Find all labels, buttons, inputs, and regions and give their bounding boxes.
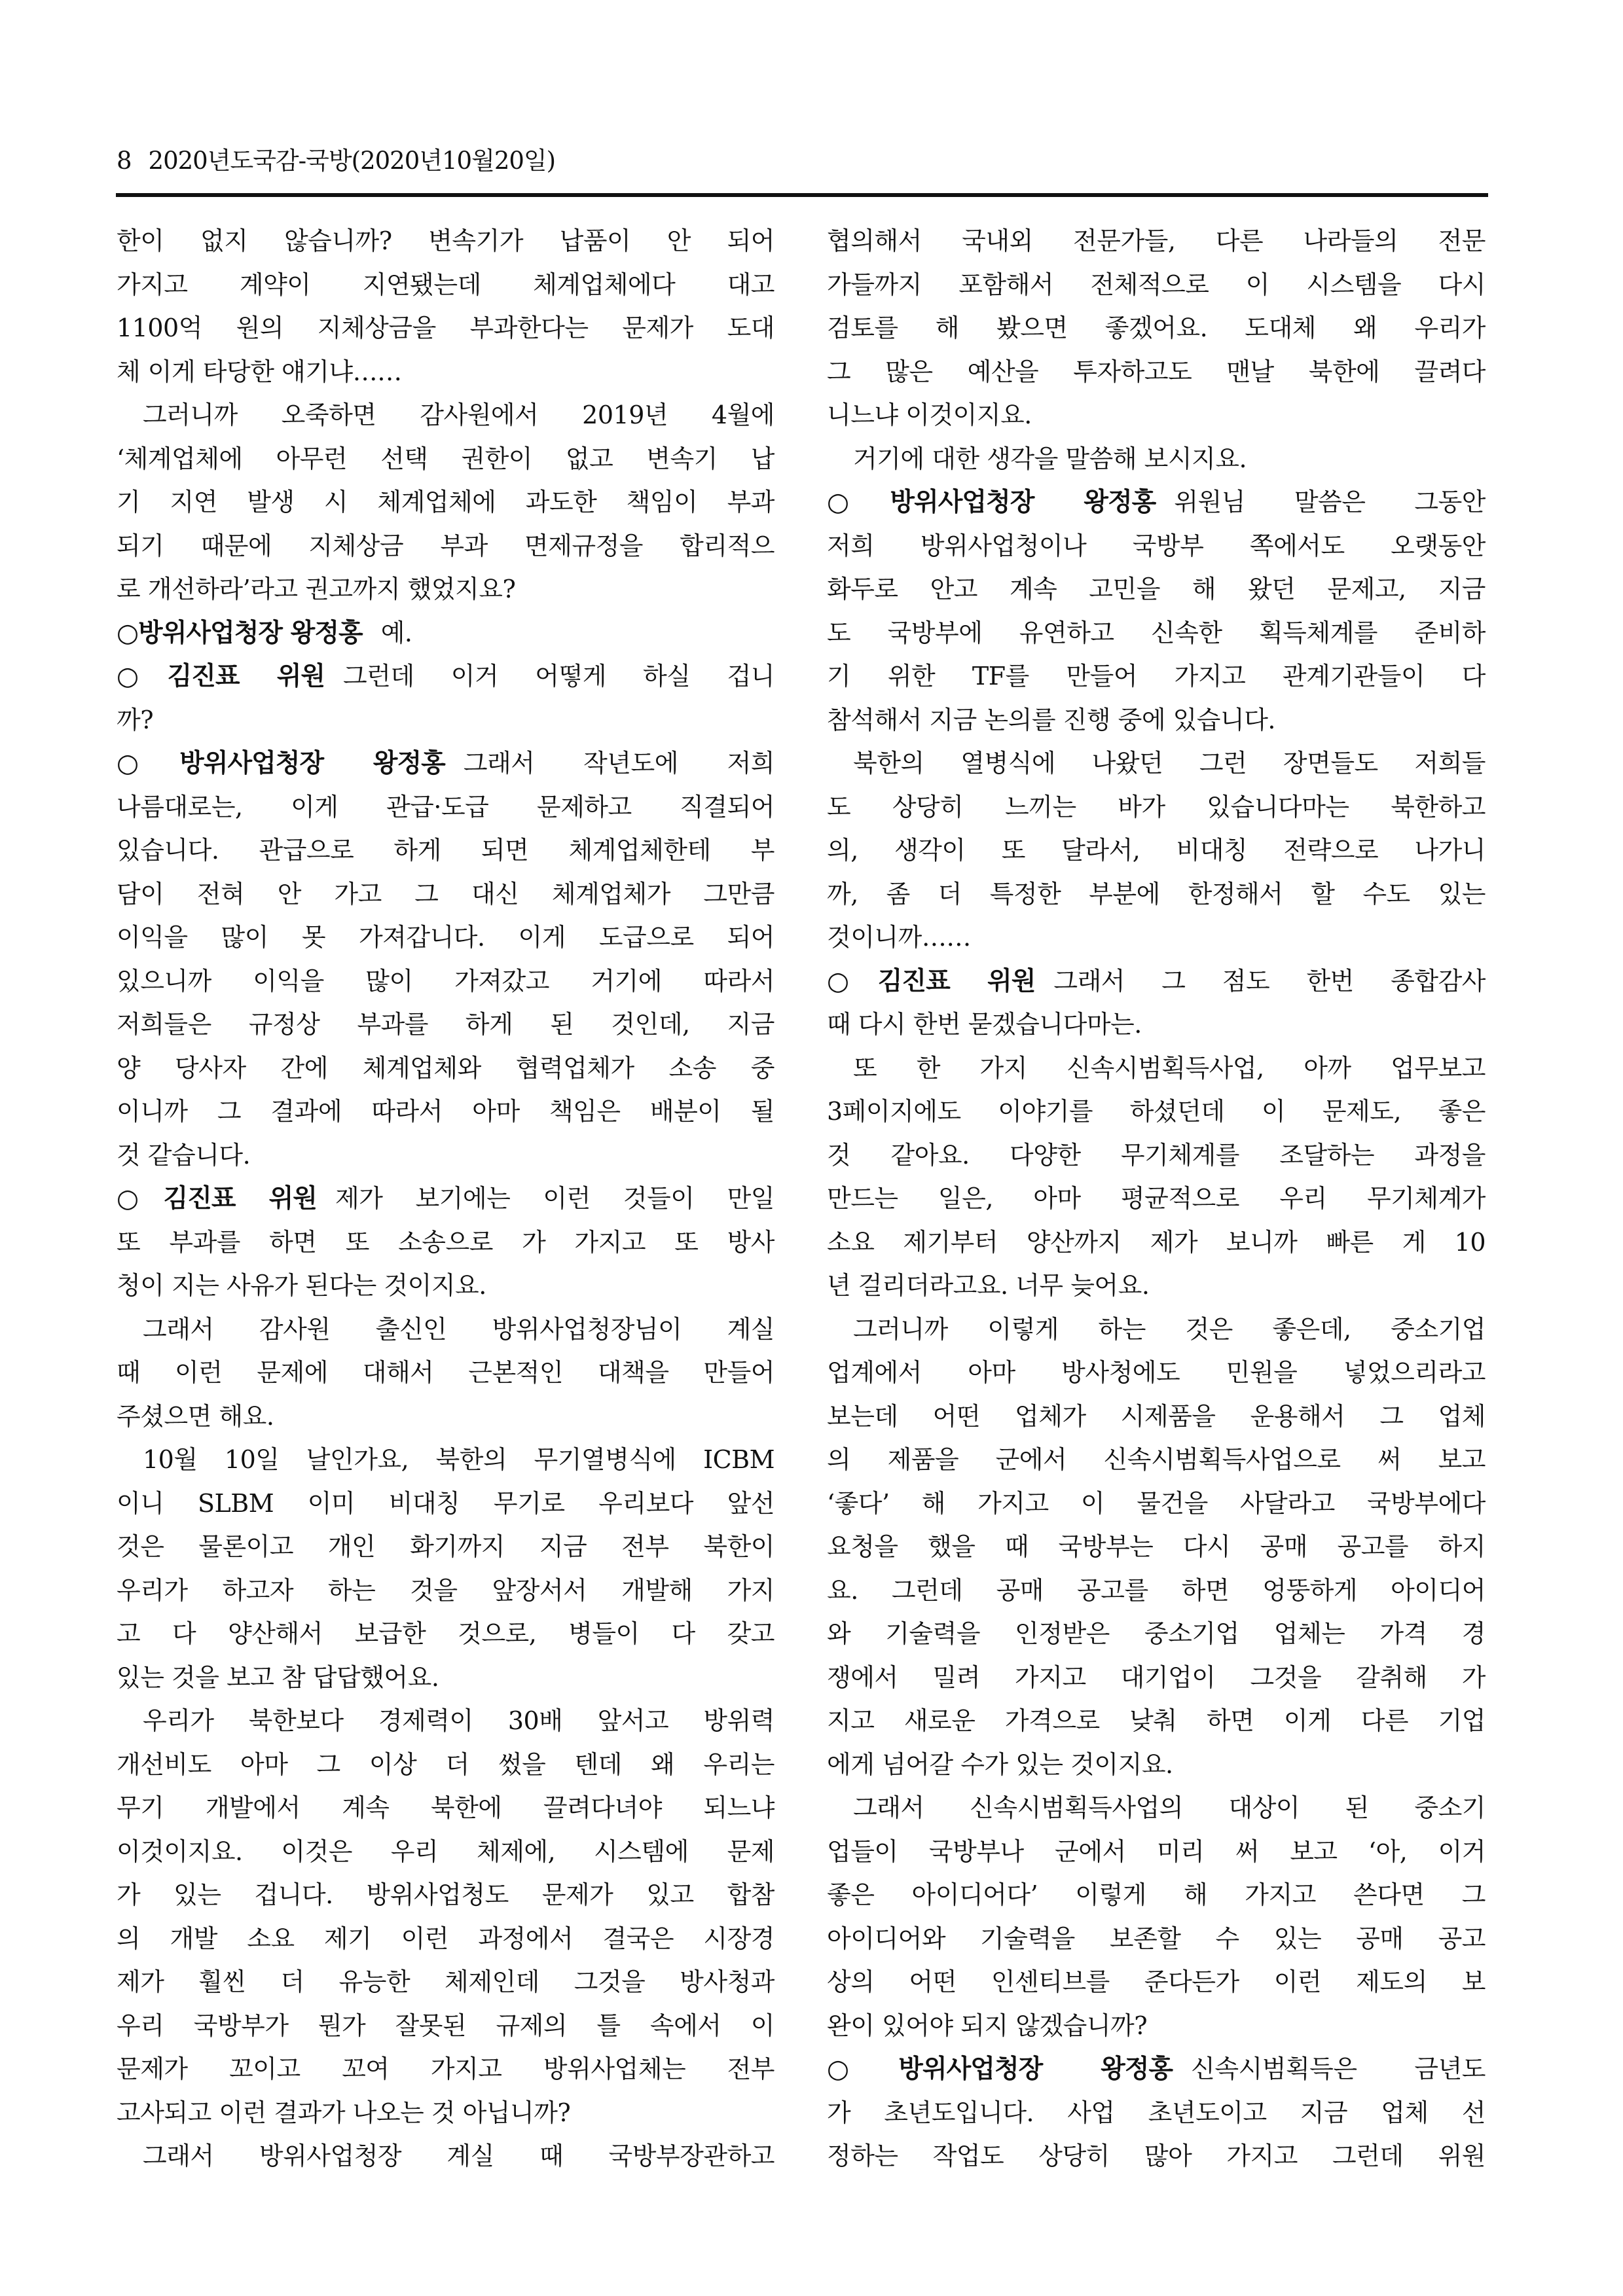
- text-line: 우리 국방부가 뭔가 잘못된 규제의 틀 속에서 이: [117, 2011, 775, 2040]
- speaker-name: ○김진표 위원: [827, 966, 1036, 996]
- speaker-name: ○방위사업청장 왕정홍: [827, 488, 1156, 517]
- text-line: ‘체계업체에 아무런 선택 권한이 없고 변속기 납: [117, 444, 775, 473]
- speaker-line: [827, 480, 1486, 524]
- speech-text: 그래서 작년도에 저희: [463, 749, 775, 778]
- header-title: 2020년도국감-국방(2020년10월20일): [148, 147, 556, 175]
- text-line: 청이 지는 사유가 된다는 것이지요.: [117, 1271, 486, 1300]
- text-line: 까?: [117, 705, 154, 734]
- text-line: 고사되고 이런 결과가 나오는 것 아닙니까?: [117, 2098, 571, 2127]
- speech-text: 위원님 말씀은 그동안: [1174, 488, 1486, 516]
- text-line: 도 상당히 느끼는 바가 있습니다마는 북한하고: [827, 792, 1486, 821]
- text-line: 되기 때문에 지체상금 부과 면제규정을 합리적으: [117, 531, 775, 560]
- text-line: 우리가 북한보다 경제력이 30배 앞서고 방위력: [143, 1706, 775, 1735]
- speaker-line: [827, 960, 1486, 1003]
- text-line: 이익을 많이 못 가져갑니다. 이게 도급으로 되어: [117, 923, 775, 952]
- text-line: 것이니까……: [827, 923, 971, 952]
- text-line: 무기 개발에서 계속 북한에 끌려다녀야 되느냐: [117, 1793, 775, 1822]
- text-line: 10월 10일 날인가요, 북한의 무기열병식에 ICBM: [143, 1445, 775, 1474]
- text-line: 것은 물론이고 개인 화기까지 지금 전부 북한이: [117, 1532, 775, 1561]
- text-line: 이니 SLBM 이미 비대칭 무기로 우리보다 앞선: [117, 1488, 775, 1518]
- text-line: 까, 좀 더 특정한 부분에 한정해서 할 수도 있는: [827, 879, 1486, 908]
- text-line: 있습니다. 관급으로 하게 되면 체계업체한테 부: [117, 836, 775, 865]
- text-line: 있으니까 이익을 많이 가져갔고 거기에 따라서: [117, 966, 775, 996]
- text-line: 고 다 양산해서 보급한 것으로, 병들이 다 갖고: [117, 1619, 775, 1648]
- text-line: 개선비도 아마 그 이상 더 썼을 텐데 왜 우리는: [117, 1749, 775, 1779]
- text-line: 요. 그런데 공매 공고를 하면 엉뚱하게 아이디어: [827, 1575, 1486, 1605]
- text-line: 그러니까 오죽하면 감사원에서 2019년 4월에: [143, 401, 775, 429]
- running-header: [117, 145, 555, 177]
- text-line: 3페이지에도 이야기를 하셨던데 이 문제도, 좋은: [827, 1097, 1486, 1126]
- text-line: 만드는 일은, 아마 평균적으로 우리 무기체계가: [827, 1184, 1486, 1213]
- speech-text: 그래서 그 점도 한번 종합감사: [1053, 966, 1486, 996]
- text-line: 가지고 계약이 지연됐는데 체계업체에다 대고: [117, 270, 775, 299]
- text-line: 담이 전혀 안 가고 그 대신 체계업체가 그만큼: [117, 879, 775, 908]
- right-column: [827, 219, 1486, 2178]
- text-line: 정하는 작업도 상당히 많아 가지고 그런데 위원: [827, 2142, 1486, 2170]
- text-line: 북한의 열병식에 나왔던 그런 장면들도 저희들: [853, 749, 1486, 778]
- text-line: 문제가 꼬이고 꼬여 가지고 방위사업체는 전부: [117, 2054, 775, 2083]
- text-line: 년 걸리더라고요. 너무 늦어요.: [827, 1271, 1150, 1300]
- text-line: 1100억 원의 지체상금을 부과한다는 문제가 도대: [117, 314, 775, 342]
- header-rule: [116, 193, 1488, 197]
- text-line: 의 제품을 군에서 신속시범획득사업으로 써 보고: [827, 1445, 1486, 1474]
- text-line: 기 지연 발생 시 체계업체에 과도한 책임이 부과: [117, 488, 775, 516]
- text-line: 에게 넘어갈 수가 있는 것이지요.: [827, 1749, 1173, 1779]
- text-line: 상의 어떤 인센티브를 준다든가 이런 제도의 보: [827, 1967, 1486, 1996]
- text-line: 업들이 국방부나 군에서 미리 써 보고 ‘아, 이거: [827, 1837, 1486, 1866]
- text-line: 나름대로는, 이게 관급·도급 문제하고 직결되어: [117, 792, 775, 821]
- text-line: 거기에 대한 생각을 말씀해 보시지요.: [853, 444, 1247, 473]
- text-line: 검토를 해 봤으면 좋겠어요. 도대체 왜 우리가: [827, 314, 1486, 342]
- speaker-line: [117, 742, 775, 785]
- speech-text: 제가 보기에는 이런 것들이 만일: [335, 1184, 775, 1213]
- speech-text: 예.: [380, 618, 412, 647]
- text-line: 가 있는 겁니다. 방위사업청도 문제가 있고 합참: [117, 1880, 775, 1909]
- text-line: 의 개발 소요 제기 이런 과정에서 결국은 시장경: [117, 1924, 775, 1953]
- text-line: 그러니까 이렇게 하는 것은 좋은데, 중소기업: [853, 1314, 1486, 1344]
- text-line: 니느냐 이것이지요.: [827, 401, 1032, 429]
- text-line: 보는데 어떤 업체가 시제품을 운용해서 그 업체: [827, 1401, 1486, 1431]
- text-line: 제가 훨씬 더 유능한 체제인데 그것을 방사청과: [117, 1967, 775, 1996]
- text-line: 도 국방부에 유연하고 신속한 획득체계를 준비하: [827, 618, 1486, 647]
- text-line: 화두로 안고 계속 고민을 해 왔던 문제고, 지금: [827, 575, 1486, 603]
- speaker-line: [117, 655, 775, 698]
- page-number: 8: [117, 147, 132, 175]
- text-line: 또 한 가지 신속시범획득사업, 아까 업무보고: [853, 1053, 1486, 1083]
- text-line: 것 같아요. 다양한 무기체계를 조달하는 과정을: [827, 1140, 1486, 1170]
- text-line: 또 부과를 하면 또 소송으로 가 가지고 또 방사: [117, 1227, 775, 1257]
- text-line: 저희들은 규정상 부과를 하게 된 것인데, 지금: [117, 1010, 775, 1039]
- text-line: 그래서 신속시범획득사업의 대상이 된 중소기: [853, 1793, 1486, 1822]
- text-line: 참석해서 지금 논의를 진행 중에 있습니다.: [827, 705, 1276, 734]
- text-line: 로 개선하라’라고 권고까지 했었지요?: [117, 575, 516, 603]
- speaker-name: ○방위사업청장 왕정홍: [827, 2054, 1173, 2084]
- text-line: 그래서 방위사업청장 계실 때 국방부장관하고: [143, 2142, 775, 2170]
- text-line: 저희 방위사업청이나 국방부 쪽에서도 오랫동안: [827, 531, 1486, 560]
- text-line: 가들까지 포함해서 전체적으로 이 시스템을 다시: [827, 270, 1486, 299]
- text-line: 이니까 그 결과에 따라서 아마 책임은 배분이 될: [117, 1097, 775, 1126]
- speaker-name: ○김진표 위원: [117, 1184, 317, 1213]
- text-line: 기 위한 TF를 만들어 가지고 관계기관들이 다: [827, 662, 1486, 691]
- speaker-name: ○방위사업청장 왕정홍: [117, 618, 363, 648]
- text-line: ‘좋다’ 해 가지고 이 물건을 사달라고 국방부에다: [827, 1488, 1486, 1518]
- text-line: 업계에서 아마 방사청에도 민원을 넣었으리라고: [827, 1358, 1486, 1387]
- text-line: 완이 있어야 되지 않겠습니까?: [827, 2011, 1148, 2040]
- left-column: [117, 219, 775, 2178]
- text-line: 것 같습니다.: [117, 1140, 251, 1170]
- text-line: 우리가 하고자 하는 것을 앞장서서 개발해 가지: [117, 1575, 775, 1605]
- text-line: 쟁에서 밀려 가지고 대기업이 그것을 갈취해 가: [827, 1662, 1486, 1692]
- speaker-name: ○김진표 위원: [117, 662, 325, 691]
- text-line: 아이디어와 기술력을 보존할 수 있는 공매 공고: [827, 1924, 1486, 1953]
- speaker-line: [827, 2047, 1486, 2091]
- text-line: 소요 제기부터 양산까지 제가 보니까 빠른 게 10: [827, 1227, 1486, 1257]
- speech-text: 신속시범획득은 금년도: [1191, 2054, 1486, 2083]
- text-line: 지고 새로운 가격으로 낮춰 하면 이게 다른 기업: [827, 1706, 1486, 1735]
- text-line: 요청을 했을 때 국방부는 다시 공매 공고를 하지: [827, 1532, 1486, 1561]
- speech-text: 그런데 이거 어떻게 하실 겁니: [343, 662, 775, 691]
- text-line: 양 당사자 간에 체계업체와 협력업체가 소송 중: [117, 1053, 775, 1083]
- text-line: 협의해서 국내외 전문가들, 다른 나라들의 전문: [827, 226, 1486, 255]
- text-line: 이것이지요. 이것은 우리 체제에, 시스템에 문제: [117, 1837, 775, 1866]
- text-line: 있는 것을 보고 참 답답했어요.: [117, 1662, 439, 1692]
- text-line: 한이 없지 않습니까? 변속기가 납품이 안 되어: [117, 226, 775, 255]
- text-line: 가 초년도입니다. 사업 초년도이고 지금 업체 선: [827, 2098, 1486, 2127]
- text-line: 때 이런 문제에 대해서 근본적인 대책을 만들어: [117, 1358, 775, 1387]
- text-line: 체 이게 타당한 얘기냐……: [117, 357, 402, 386]
- speaker-line: [117, 1177, 775, 1221]
- speaker-name: ○방위사업청장 왕정홍: [117, 749, 445, 778]
- text-line: 좋은 아이디어다’ 이렇게 해 가지고 쓴다면 그: [827, 1880, 1486, 1909]
- text-line: 때 다시 한번 묻겠습니다마는.: [827, 1010, 1142, 1039]
- text-line: 주셨으면 해요.: [117, 1401, 274, 1431]
- speaker-line: [117, 611, 775, 655]
- text-line: 와 기술력을 인정받은 중소기업 업체는 가격 경: [827, 1619, 1486, 1648]
- text-line: 그래서 감사원 출신인 방위사업청장님이 계실: [143, 1314, 775, 1344]
- text-line: 그 많은 예산을 투자하고도 맨날 북한에 끌려다: [827, 357, 1486, 386]
- text-line: 의, 생각이 또 달라서, 비대칭 전략으로 나가니: [827, 836, 1486, 865]
